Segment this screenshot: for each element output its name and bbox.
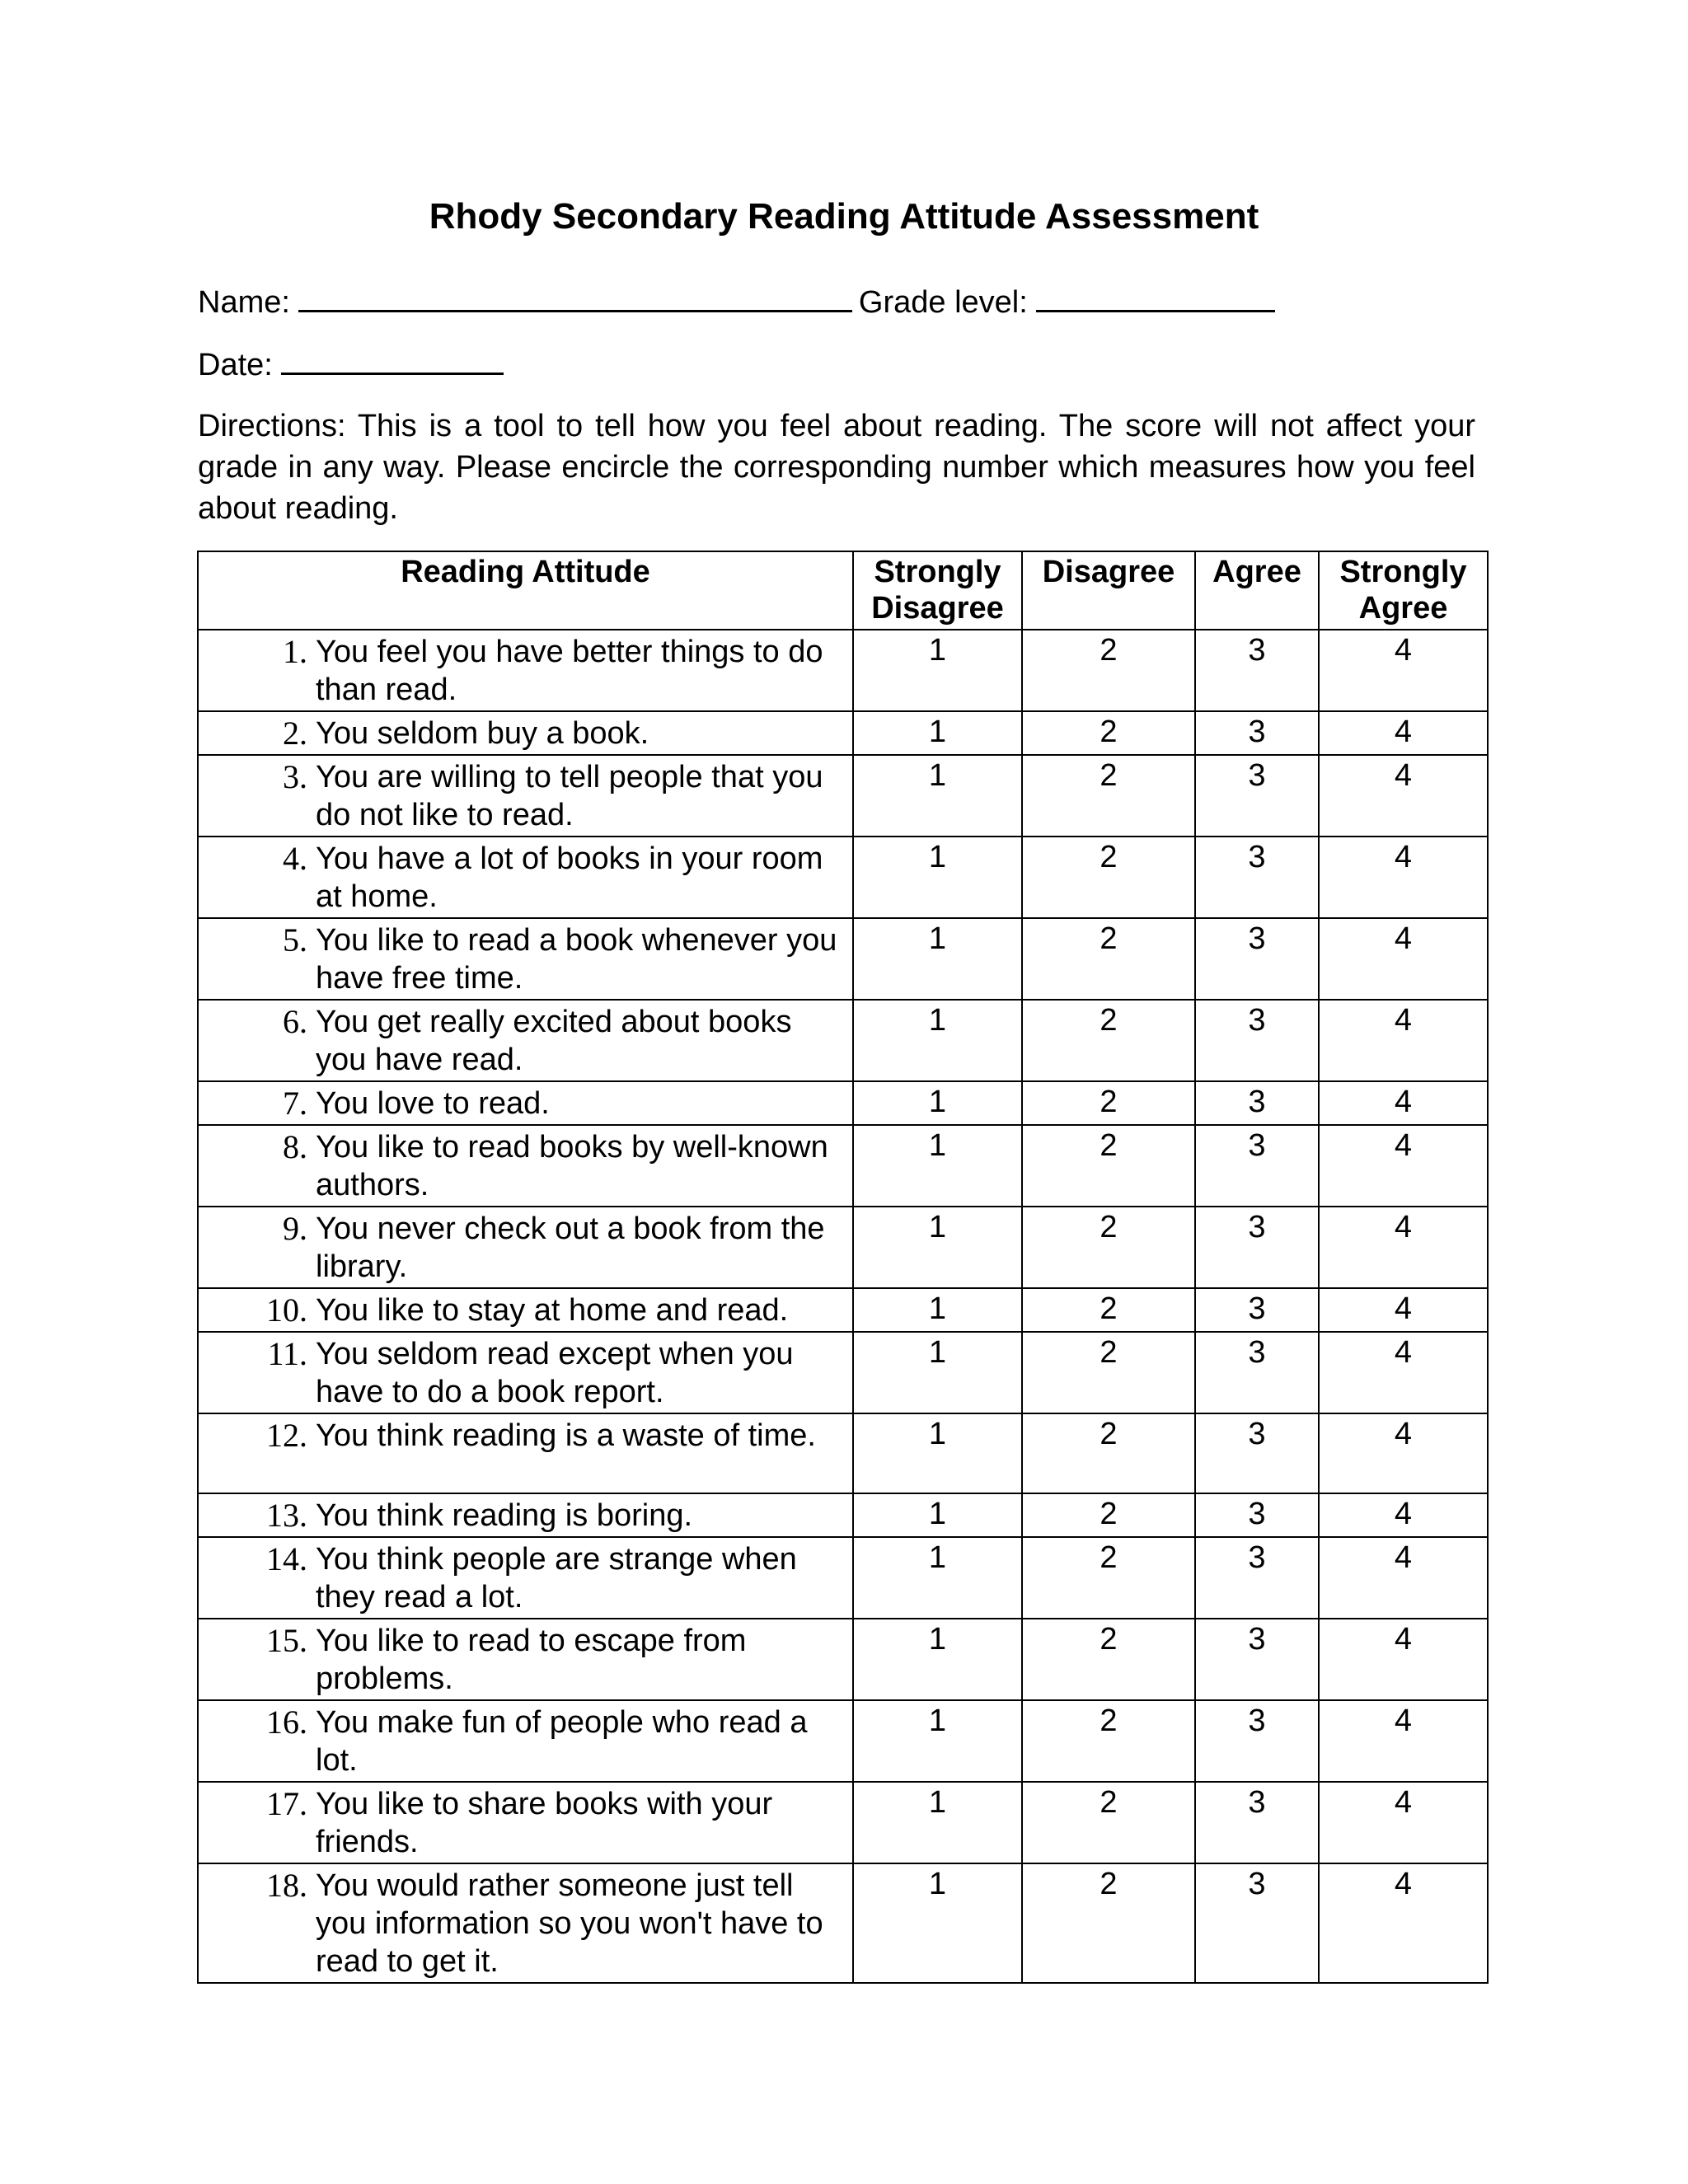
statement-cell [198, 711, 853, 755]
rating-option-disagree[interactable]: 2 [1022, 630, 1195, 711]
table-row [198, 1782, 1488, 1863]
rating-option-strongly-agree[interactable]: 4 [1319, 1332, 1488, 1413]
rating-option-disagree[interactable]: 2 [1022, 1413, 1195, 1493]
rating-option-agree[interactable]: 3 [1195, 1081, 1319, 1125]
rating-option-strongly-agree[interactable]: 4 [1319, 1700, 1488, 1782]
rating-option-agree[interactable]: 3 [1195, 918, 1319, 1000]
rating-option-strongly-disagree[interactable]: 1 [853, 1125, 1022, 1207]
rating-option-strongly-disagree[interactable]: 1 [853, 1493, 1022, 1537]
header-agree: Agree [1195, 551, 1319, 630]
rating-option-strongly-agree[interactable]: 4 [1319, 1207, 1488, 1288]
statement-item [199, 1289, 852, 1331]
statement-text: You like to read a book whenever you have free time. [316, 923, 837, 996]
rating-option-agree[interactable]: 3 [1195, 1207, 1319, 1288]
statement-text: You like to share books with your friends. [316, 1787, 773, 1859]
rating-option-agree[interactable]: 3 [1195, 630, 1319, 711]
statement-number: 13. [266, 1497, 307, 1534]
header-reading-attitude: Reading Attitude [198, 551, 853, 630]
name-field[interactable] [298, 282, 852, 312]
rating-option-strongly-agree[interactable]: 4 [1319, 1288, 1488, 1332]
rating-option-strongly-agree[interactable]: 4 [1319, 1782, 1488, 1863]
rating-option-agree[interactable]: 3 [1195, 1288, 1319, 1332]
rating-option-strongly-disagree[interactable]: 1 [853, 1537, 1022, 1619]
table-row [198, 711, 1488, 755]
table-row [198, 630, 1488, 711]
statement-cell [198, 1288, 853, 1332]
rating-option-disagree[interactable]: 2 [1022, 1288, 1195, 1332]
statement-cell [198, 837, 853, 918]
statement-text: You get really excited about books you have read. [316, 1005, 792, 1077]
rating-option-strongly-disagree[interactable]: 1 [853, 1081, 1022, 1125]
page-title: Rhody Secondary Reading Attitude Assessment [429, 196, 1259, 237]
rating-option-disagree[interactable]: 2 [1022, 1537, 1195, 1619]
rating-option-agree[interactable]: 3 [1195, 1619, 1319, 1700]
statement-item [199, 1701, 852, 1781]
date-field[interactable] [281, 344, 504, 375]
rating-option-strongly-agree[interactable]: 4 [1319, 1537, 1488, 1619]
table-row [198, 1863, 1488, 1983]
rating-option-strongly-agree[interactable]: 4 [1319, 1413, 1488, 1493]
statement-number: 6. [283, 1003, 307, 1040]
rating-option-strongly-disagree[interactable]: 1 [853, 1863, 1022, 1983]
rating-option-disagree[interactable]: 2 [1022, 1493, 1195, 1537]
statement-number: 15. [266, 1622, 307, 1659]
statement-number: 3. [283, 758, 307, 795]
statement-item [199, 919, 852, 999]
statement-cell [198, 1493, 853, 1537]
date-label: Date: [198, 348, 273, 382]
rating-option-disagree[interactable]: 2 [1022, 755, 1195, 837]
table-row [198, 1413, 1488, 1493]
statement-text: You seldom read except when you have to do a book report. [316, 1337, 794, 1409]
statement-cell [198, 755, 853, 837]
statement-text: You never check out a book from the library. [316, 1212, 825, 1284]
rating-option-strongly-agree[interactable]: 4 [1319, 711, 1488, 755]
statement-item [199, 1538, 852, 1618]
statement-number: 18. [266, 1867, 307, 1904]
rating-option-agree[interactable]: 3 [1195, 755, 1319, 837]
header-disagree: Disagree [1022, 551, 1195, 630]
rating-option-disagree[interactable]: 2 [1022, 1081, 1195, 1125]
grade-level-label: Grade level: [858, 285, 1028, 320]
rating-option-disagree[interactable]: 2 [1022, 918, 1195, 1000]
rating-option-strongly-disagree[interactable]: 1 [853, 755, 1022, 837]
statement-item [199, 1494, 852, 1536]
rating-option-strongly-agree[interactable]: 4 [1319, 1493, 1488, 1537]
rating-option-agree[interactable]: 3 [1195, 1125, 1319, 1207]
rating-option-agree[interactable]: 3 [1195, 1700, 1319, 1782]
rating-option-strongly-disagree[interactable]: 1 [853, 1288, 1022, 1332]
statement-number: 14. [266, 1540, 307, 1577]
table-row [198, 1619, 1488, 1700]
rating-option-agree[interactable]: 3 [1195, 1413, 1319, 1493]
header-strongly-agree: Strongly Agree [1319, 551, 1488, 630]
statement-number: 10. [266, 1291, 307, 1329]
statement-text: You seldom buy a book. [316, 716, 649, 751]
table-row [198, 837, 1488, 918]
statement-text: You love to read. [316, 1086, 550, 1121]
statement-item [199, 756, 852, 836]
statement-item [199, 1126, 852, 1206]
statement-cell [198, 1782, 853, 1863]
grade-level-field[interactable] [1036, 282, 1275, 312]
rating-option-strongly-agree[interactable]: 4 [1319, 755, 1488, 837]
statement-number: 17. [266, 1785, 307, 1822]
rating-option-strongly-disagree[interactable]: 1 [853, 1413, 1022, 1493]
statement-item [199, 1333, 852, 1413]
statement-number: 16. [266, 1704, 307, 1741]
statement-number: 8. [283, 1128, 307, 1165]
rating-option-disagree[interactable]: 2 [1022, 1332, 1195, 1413]
rating-option-disagree[interactable]: 2 [1022, 1000, 1195, 1081]
statement-text: You have a lot of books in your room at home. [316, 841, 823, 914]
table-row [198, 1125, 1488, 1207]
statement-text: You make fun of people who read a lot. [316, 1705, 808, 1778]
rating-option-disagree[interactable]: 2 [1022, 1207, 1195, 1288]
date-line [198, 344, 510, 383]
rating-option-strongly-agree[interactable]: 4 [1319, 1081, 1488, 1125]
statement-cell [198, 1413, 853, 1493]
header-strongly-disagree: Strongly Disagree [853, 551, 1022, 630]
statement-cell [198, 1863, 853, 1983]
rating-option-agree[interactable]: 3 [1195, 1000, 1319, 1081]
rating-option-disagree[interactable]: 2 [1022, 711, 1195, 755]
rating-option-strongly-disagree[interactable]: 1 [853, 918, 1022, 1000]
statement-item [199, 1001, 852, 1080]
statement-item [199, 1783, 852, 1863]
rating-option-strongly-agree[interactable]: 4 [1319, 1863, 1488, 1983]
rating-option-strongly-disagree[interactable]: 1 [853, 837, 1022, 918]
statement-cell [198, 1000, 853, 1081]
statement-item [199, 837, 852, 917]
rating-option-strongly-disagree[interactable]: 1 [853, 1700, 1022, 1782]
statement-text: You like to stay at home and read. [316, 1293, 789, 1328]
table-row [198, 918, 1488, 1000]
statement-item [199, 1207, 852, 1287]
table-row [198, 1537, 1488, 1619]
table-row [198, 1000, 1488, 1081]
rating-option-disagree[interactable]: 2 [1022, 1782, 1195, 1863]
table-row [198, 1081, 1488, 1125]
rating-option-agree[interactable]: 3 [1195, 837, 1319, 918]
statement-item [199, 712, 852, 754]
statement-cell [198, 1081, 853, 1125]
statement-number: 5. [283, 921, 307, 958]
statement-cell [198, 630, 853, 711]
rating-option-agree[interactable]: 3 [1195, 1537, 1319, 1619]
statement-text: You think reading is boring. [316, 1498, 693, 1533]
rating-option-disagree[interactable]: 2 [1022, 1125, 1195, 1207]
rating-option-disagree[interactable]: 2 [1022, 837, 1195, 918]
table-row [198, 1207, 1488, 1288]
statement-text: You like to read to escape from problems. [316, 1624, 747, 1696]
statement-cell [198, 1125, 853, 1207]
statement-number: 2. [283, 715, 307, 752]
rating-option-strongly-agree[interactable]: 4 [1319, 1125, 1488, 1207]
statement-number: 9. [283, 1210, 307, 1247]
rating-option-strongly-disagree[interactable]: 1 [853, 630, 1022, 711]
statement-cell [198, 1537, 853, 1619]
statement-item [199, 630, 852, 710]
statement-cell [198, 1332, 853, 1413]
name-label: Name: [198, 285, 290, 320]
rating-option-strongly-agree[interactable]: 4 [1319, 1000, 1488, 1081]
statement-cell [198, 918, 853, 1000]
rating-option-strongly-agree[interactable]: 4 [1319, 837, 1488, 918]
statement-text: You feel you have better things to do than read. [316, 635, 823, 707]
table-row [198, 1700, 1488, 1782]
statement-text: You are willing to tell people that you do not like to read. [316, 760, 823, 832]
table-row [198, 1288, 1488, 1332]
table-row [198, 1332, 1488, 1413]
statement-number: 11. [267, 1335, 307, 1372]
statement-number: 1. [283, 633, 307, 670]
statement-number: 7. [283, 1085, 307, 1122]
statement-cell [198, 1619, 853, 1700]
rating-option-disagree[interactable]: 2 [1022, 1619, 1195, 1700]
table-row [198, 1493, 1488, 1537]
rating-option-strongly-disagree[interactable]: 1 [853, 1782, 1022, 1863]
rating-option-strongly-disagree[interactable]: 1 [853, 1619, 1022, 1700]
rating-option-agree[interactable]: 3 [1195, 1782, 1319, 1863]
rating-option-disagree[interactable]: 2 [1022, 1700, 1195, 1782]
rating-option-agree[interactable]: 3 [1195, 711, 1319, 755]
rating-option-agree[interactable]: 3 [1195, 1493, 1319, 1537]
statement-item [199, 1082, 852, 1124]
table-row [198, 755, 1488, 837]
rating-option-strongly-disagree[interactable]: 1 [853, 1332, 1022, 1413]
table-header-row [198, 551, 1488, 630]
rating-option-strongly-agree[interactable]: 4 [1319, 918, 1488, 1000]
statement-text: You think people are strange when they read a lot. [316, 1542, 797, 1615]
rating-option-agree[interactable]: 3 [1195, 1863, 1319, 1983]
name-grade-line [198, 282, 1282, 321]
statement-item [199, 1414, 852, 1456]
rating-option-disagree[interactable]: 2 [1022, 1863, 1195, 1983]
rating-option-agree[interactable]: 3 [1195, 1332, 1319, 1413]
rating-option-strongly-disagree[interactable]: 1 [853, 1000, 1022, 1081]
statement-text: You think reading is a waste of time. [316, 1418, 816, 1453]
reading-attitude-table [197, 551, 1489, 1984]
statement-text: You like to read books by well-known authors. [316, 1130, 828, 1202]
rating-option-strongly-disagree[interactable]: 1 [853, 1207, 1022, 1288]
statement-cell [198, 1207, 853, 1288]
statement-number: 12. [266, 1417, 307, 1454]
directions-text: Directions: This is a tool to tell how you feel about reading. The score will not affect your grade in any way. Please encircle the corresponding number which measures how you feel about reading. [198, 409, 1475, 526]
statement-cell [198, 1700, 853, 1782]
statement-item [199, 1864, 852, 1982]
statement-text: You would rather someone just tell you information so you won't have to read to get it. [316, 1868, 823, 1979]
statement-item [199, 1619, 852, 1699]
rating-option-strongly-disagree[interactable]: 1 [853, 711, 1022, 755]
rating-option-strongly-agree[interactable]: 4 [1319, 1619, 1488, 1700]
rating-option-strongly-agree[interactable]: 4 [1319, 630, 1488, 711]
statement-number: 4. [283, 840, 307, 877]
